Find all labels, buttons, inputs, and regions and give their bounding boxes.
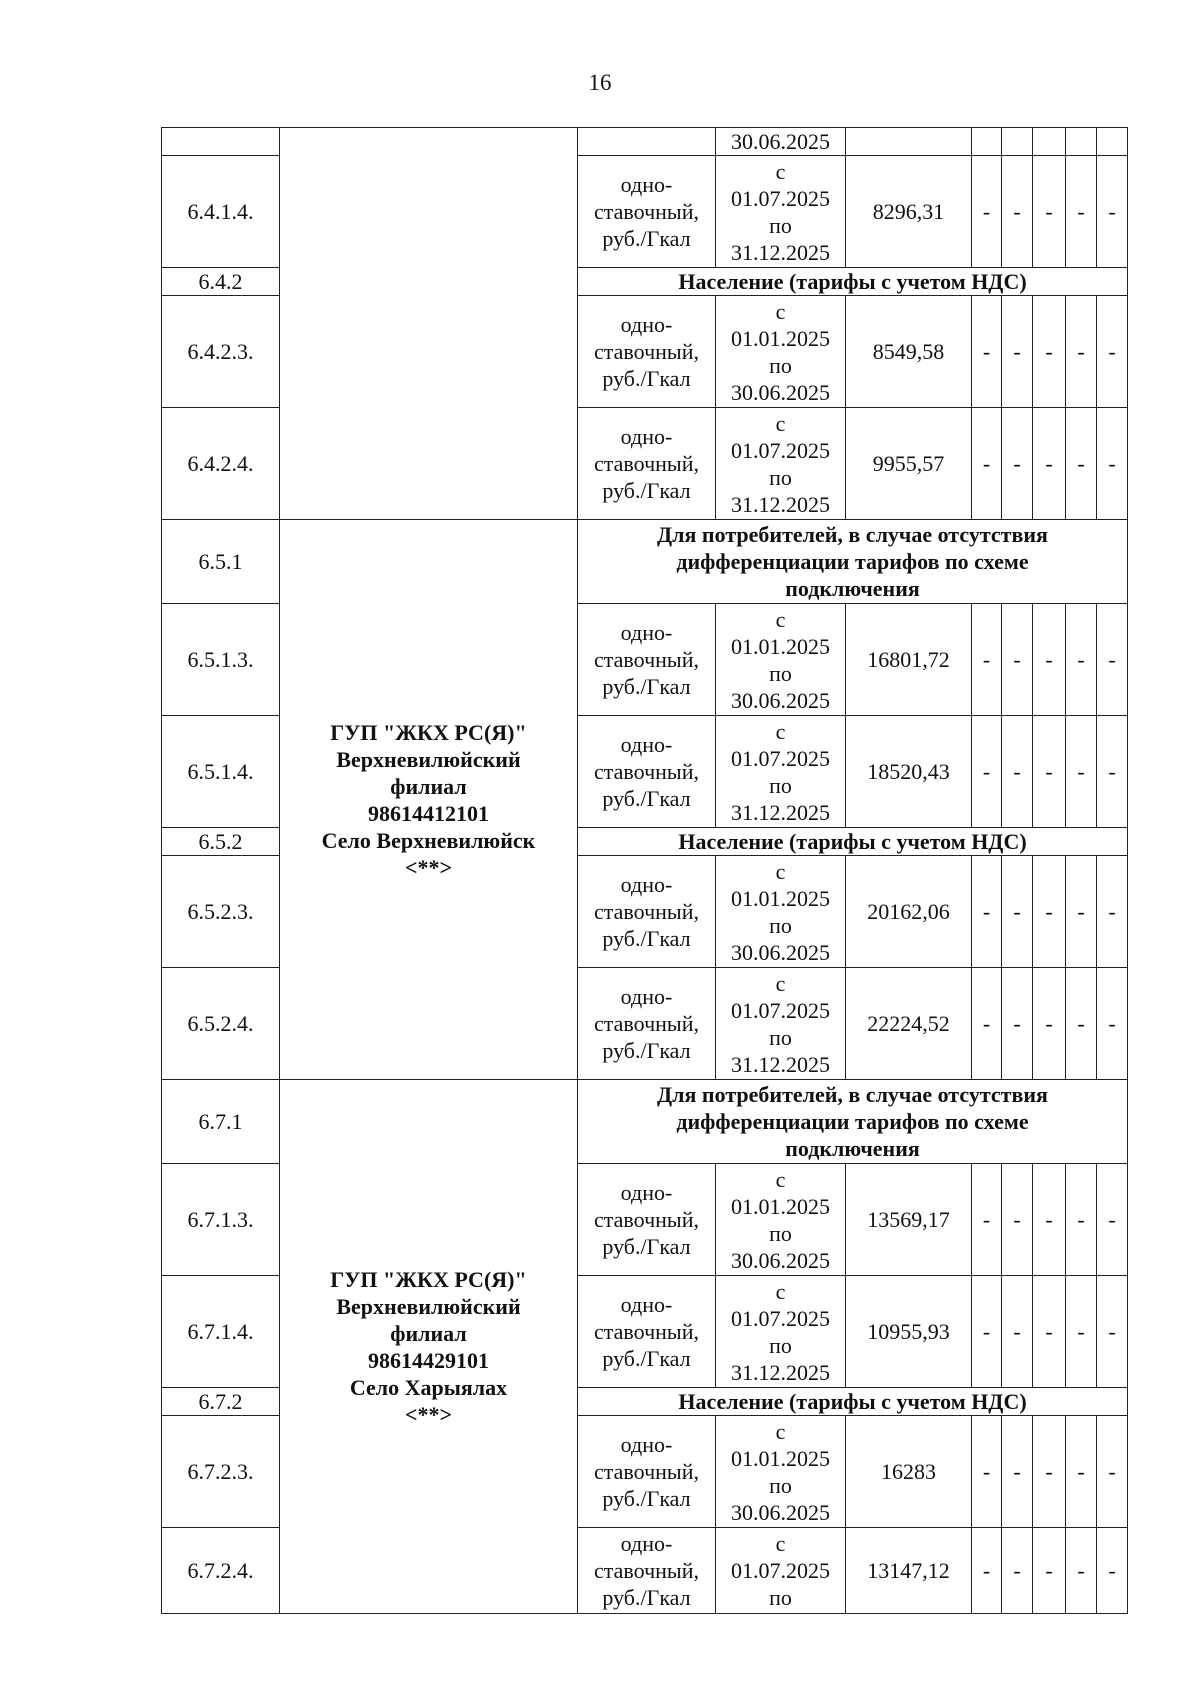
rate-type-line: руб./Гкал <box>602 1346 691 1371</box>
dash-cell: - <box>1002 716 1033 828</box>
rate-type-line: одно- <box>620 620 673 645</box>
dash-cell: - <box>1097 856 1128 968</box>
period-line: 01.07.2025 <box>731 185 830 211</box>
dash-cell: - <box>972 408 1002 520</box>
dash-cell: - <box>1097 1276 1128 1388</box>
row-id: 6.7.1.4. <box>162 1276 280 1388</box>
rate-type-line: одно- <box>620 1292 673 1317</box>
dash-cell: - <box>1002 1528 1033 1614</box>
rate-type-line: одно- <box>620 984 673 1009</box>
period-line: по <box>769 1332 792 1358</box>
rate-type-line: ставочный, <box>594 759 699 784</box>
rate-type-cell <box>578 968 716 1080</box>
row-id: 6.4.1.4. <box>162 156 280 268</box>
dash-cell: - <box>972 604 1002 716</box>
rate-type-line: одно- <box>620 872 673 897</box>
tariff-table-body <box>162 128 1128 1614</box>
dash-cell: - <box>1033 1416 1066 1528</box>
org-cell-empty <box>280 128 578 520</box>
period-line: 01.07.2025 <box>731 1558 830 1583</box>
id-cell-empty <box>162 128 280 156</box>
dash-cell: - <box>1033 856 1066 968</box>
rate-type-line: одно- <box>620 1180 673 1205</box>
dash-cell: - <box>1097 1164 1128 1276</box>
period-line: по <box>769 772 792 798</box>
dash-cell: - <box>972 1276 1002 1388</box>
period-line: с <box>775 1531 786 1556</box>
row-id: 6.7.1 <box>162 1080 280 1164</box>
period-cell <box>716 716 846 828</box>
rate-type-line: руб./Гкал <box>602 1486 691 1511</box>
row-id: 6.7.2 <box>162 1388 280 1416</box>
value-cell-empty <box>846 128 972 156</box>
rate-type-cell <box>578 1276 716 1388</box>
rate-type-line: ставочный, <box>594 1558 699 1583</box>
period-cell <box>716 156 846 268</box>
period-line: 01.01.2025 <box>731 1445 830 1471</box>
period-line: с <box>775 606 786 632</box>
rate-type-line: руб./Гкал <box>602 1038 691 1063</box>
period-line: по <box>769 464 792 490</box>
organization-line: Село Верхневилюйск <box>321 827 536 853</box>
rate-type-line: ставочный, <box>594 451 699 476</box>
rate-type-line: ставочный, <box>594 1011 699 1036</box>
period-line: 30.06.2025 <box>731 1499 830 1525</box>
dash-cell: - <box>1066 1528 1097 1614</box>
tariff-value: 8549,58 <box>846 296 972 408</box>
dash-cell: - <box>1002 1164 1033 1276</box>
period-line: 01.07.2025 <box>731 1305 830 1331</box>
period-cell <box>716 1164 846 1276</box>
organization-cell <box>280 520 578 1080</box>
dash-cell: - <box>1033 716 1066 828</box>
row-id: 6.5.1 <box>162 520 280 604</box>
dash-cell: - <box>1066 716 1097 828</box>
dash-cell: - <box>1066 1416 1097 1528</box>
rate-type-line: руб./Гкал <box>602 366 691 391</box>
rate-type-line: одно- <box>620 1531 673 1556</box>
period-line: 30.06.2025 <box>731 687 830 713</box>
organization-line: Верхневилюйский <box>336 746 521 772</box>
rate-type-cell <box>578 604 716 716</box>
dash-cell: - <box>972 156 1002 268</box>
period-line: 31.12.2025 <box>731 491 830 517</box>
period-line: 31.12.2025 <box>731 239 830 265</box>
dash-cell: - <box>1002 856 1033 968</box>
group-title-line: подключения <box>785 1136 920 1161</box>
group-title <box>578 520 1128 604</box>
rate-type-line: ставочный, <box>594 339 699 364</box>
period-line: 30.06.2025 <box>731 379 830 405</box>
dash-cell: - <box>1097 296 1128 408</box>
rate-type-line: ставочный, <box>594 899 699 924</box>
dash-cell-empty <box>1002 128 1033 156</box>
period-cell <box>716 408 846 520</box>
rate-type-cell <box>578 1416 716 1528</box>
dash-cell: - <box>1097 604 1128 716</box>
row-id: 6.7.2.4. <box>162 1528 280 1614</box>
tariff-value: 10955,93 <box>846 1276 972 1388</box>
dash-cell: - <box>1033 968 1066 1080</box>
group-title-line: Для потребителей, в случае отсутствия <box>657 522 1048 547</box>
rate-cell-empty <box>578 128 716 156</box>
organization-line: ГУП "ЖКХ РС(Я)" <box>330 719 527 745</box>
row-id: 6.5.1.4. <box>162 716 280 828</box>
group-title-line: Население (тарифы с учетом НДС) <box>678 829 1027 854</box>
period-line: с <box>775 298 786 324</box>
row-id: 6.7.1.3. <box>162 1164 280 1276</box>
period-cell <box>716 604 846 716</box>
period-line: с <box>775 410 786 436</box>
dash-cell: - <box>972 856 1002 968</box>
period-line: с <box>775 718 786 744</box>
rate-type-cell <box>578 408 716 520</box>
dash-cell: - <box>1033 408 1066 520</box>
dash-cell: - <box>1002 1416 1033 1528</box>
tariff-value: 16801,72 <box>846 604 972 716</box>
period-line: 30.06.2025 <box>731 939 830 965</box>
rate-type-line: ставочный, <box>594 1459 699 1484</box>
dash-cell: - <box>1002 156 1033 268</box>
tariff-value: 18520,43 <box>846 716 972 828</box>
dash-cell: - <box>1097 716 1128 828</box>
dash-cell: - <box>1002 1276 1033 1388</box>
dash-cell: - <box>1066 296 1097 408</box>
dash-cell: - <box>1097 968 1128 1080</box>
period-cell <box>716 856 846 968</box>
tariff-value: 13569,17 <box>846 1164 972 1276</box>
organization-line: ГУП "ЖКХ РС(Я)" <box>330 1266 527 1292</box>
rate-type-line: одно- <box>620 172 673 197</box>
group-title-line: Население (тарифы с учетом НДС) <box>678 269 1027 294</box>
rate-type-line: ставочный, <box>594 647 699 672</box>
period-line: с <box>775 1278 786 1304</box>
tariff-value: 13147,12 <box>846 1528 972 1614</box>
period-line: с <box>775 970 786 996</box>
period-line: 01.01.2025 <box>731 1193 830 1219</box>
dash-cell: - <box>1066 968 1097 1080</box>
organization-line: филиал <box>390 1320 467 1346</box>
dash-cell: - <box>1066 856 1097 968</box>
row-id: 6.5.1.3. <box>162 604 280 716</box>
tariff-value: 20162,06 <box>846 856 972 968</box>
group-title-line: Для потребителей, в случае отсутствия <box>657 1082 1048 1107</box>
row-id: 6.5.2.3. <box>162 856 280 968</box>
rate-type-line: ставочный, <box>594 199 699 224</box>
dash-cell: - <box>1033 296 1066 408</box>
page-number: 16 <box>588 70 612 95</box>
period-line: по <box>769 352 792 378</box>
tariff-table <box>161 127 1128 1614</box>
group-title-line: подключения <box>785 576 920 601</box>
dash-cell-empty <box>1097 128 1128 156</box>
organization-line: 98614429101 <box>368 1347 489 1373</box>
rate-type-cell <box>578 716 716 828</box>
rate-type-cell <box>578 1528 716 1614</box>
table-group-row <box>162 520 1128 604</box>
period-line: 31.12.2025 <box>731 1051 830 1077</box>
row-id: 6.5.2 <box>162 828 280 856</box>
tariff-value: 9955,57 <box>846 408 972 520</box>
dash-cell: - <box>1066 156 1097 268</box>
dash-cell: - <box>1033 604 1066 716</box>
dash-cell: - <box>972 968 1002 1080</box>
period-line: с <box>775 1418 786 1444</box>
organization-line: Село Харыялах <box>349 1374 508 1400</box>
organization-line: <**> <box>404 1401 453 1427</box>
tariff-value: 22224,52 <box>846 968 972 1080</box>
group-title <box>578 268 1128 296</box>
period-line: по <box>769 1472 792 1498</box>
dash-cell: - <box>1066 408 1097 520</box>
rate-type-line: руб./Гкал <box>602 1585 691 1610</box>
group-title <box>578 1080 1128 1164</box>
rate-type-cell <box>578 1164 716 1276</box>
rate-type-line: одно- <box>620 1432 673 1457</box>
row-id: 6.4.2 <box>162 268 280 296</box>
organization-line: <**> <box>404 854 453 880</box>
period-cell: 30.06.2025 <box>716 128 846 156</box>
dash-cell: - <box>1097 1528 1128 1614</box>
rate-type-cell <box>578 156 716 268</box>
row-id: 6.5.2.4. <box>162 968 280 1080</box>
group-title <box>578 828 1128 856</box>
dash-cell: - <box>972 296 1002 408</box>
dash-cell: - <box>1033 156 1066 268</box>
rate-type-line: руб./Гкал <box>602 478 691 503</box>
period-line: 01.07.2025 <box>731 437 830 463</box>
rate-type-line: руб./Гкал <box>602 786 691 811</box>
dash-cell-empty <box>1033 128 1066 156</box>
table-row-continuation <box>162 128 1128 156</box>
period-line: по <box>769 660 792 686</box>
rate-type-line: руб./Гкал <box>602 226 691 251</box>
row-id: 6.4.2.3. <box>162 296 280 408</box>
rate-type-line: одно- <box>620 732 673 757</box>
rate-type-line: одно- <box>620 424 673 449</box>
dash-cell-empty <box>972 128 1002 156</box>
group-title-line: дифференциации тарифов по схеме <box>676 549 1029 574</box>
group-title <box>578 1388 1128 1416</box>
period-line: с <box>775 858 786 884</box>
dash-cell: - <box>1033 1528 1066 1614</box>
period-line: по <box>769 212 792 238</box>
dash-cell: - <box>1002 296 1033 408</box>
dash-cell: - <box>1002 968 1033 1080</box>
period-line: 01.01.2025 <box>731 325 830 351</box>
dash-cell: - <box>972 716 1002 828</box>
period-line: по <box>769 1220 792 1246</box>
period-cell <box>716 1276 846 1388</box>
rate-type-line: одно- <box>620 312 673 337</box>
dash-cell-empty <box>1066 128 1097 156</box>
rate-type-cell <box>578 856 716 968</box>
period-line: 01.01.2025 <box>731 633 830 659</box>
period-line: по <box>769 1024 792 1050</box>
dash-cell: - <box>1002 408 1033 520</box>
period-line: 01.07.2025 <box>731 745 830 771</box>
organization-line: Верхневилюйский <box>336 1293 521 1319</box>
dash-cell: - <box>1002 604 1033 716</box>
period-line: 31.12.2025 <box>731 799 830 825</box>
period-cell <box>716 296 846 408</box>
period-line: 01.01.2025 <box>731 885 830 911</box>
rate-type-line: руб./Гкал <box>602 674 691 699</box>
dash-cell: - <box>972 1164 1002 1276</box>
rate-type-line: ставочный, <box>594 1207 699 1232</box>
organization-cell <box>280 1080 578 1614</box>
period-line: с <box>775 1166 786 1192</box>
row-id: 6.4.2.4. <box>162 408 280 520</box>
dash-cell: - <box>1066 1276 1097 1388</box>
dash-cell: - <box>1097 408 1128 520</box>
period-line: 30.06.2025 <box>731 1247 830 1273</box>
period-cell <box>716 1528 846 1614</box>
group-title-line: Население (тарифы с учетом НДС) <box>678 1389 1027 1414</box>
period-cell <box>716 1416 846 1528</box>
period-line: по <box>769 912 792 938</box>
dash-cell: - <box>1097 156 1128 268</box>
rate-type-cell <box>578 296 716 408</box>
rate-type-line: ставочный, <box>594 1319 699 1344</box>
table-group-row <box>162 1080 1128 1164</box>
dash-cell: - <box>1066 604 1097 716</box>
period-line: по <box>769 1585 792 1610</box>
tariff-value: 16283 <box>846 1416 972 1528</box>
row-id: 6.7.2.3. <box>162 1416 280 1528</box>
period-line: с <box>775 158 786 184</box>
dash-cell: - <box>1033 1276 1066 1388</box>
dash-cell: - <box>1033 1164 1066 1276</box>
group-title-line: дифференциации тарифов по схеме <box>676 1109 1029 1134</box>
organization-line: 98614412101 <box>368 800 489 826</box>
tariff-value: 8296,31 <box>846 156 972 268</box>
organization-line: филиал <box>390 773 467 799</box>
rate-type-line: руб./Гкал <box>602 1234 691 1259</box>
period-line: 01.07.2025 <box>731 997 830 1023</box>
dash-cell: - <box>1066 1164 1097 1276</box>
rate-type-line: руб./Гкал <box>602 926 691 951</box>
period-cell <box>716 968 846 1080</box>
period-line: 31.12.2025 <box>731 1359 830 1385</box>
dash-cell: - <box>972 1528 1002 1614</box>
dash-cell: - <box>972 1416 1002 1528</box>
dash-cell: - <box>1097 1416 1128 1528</box>
